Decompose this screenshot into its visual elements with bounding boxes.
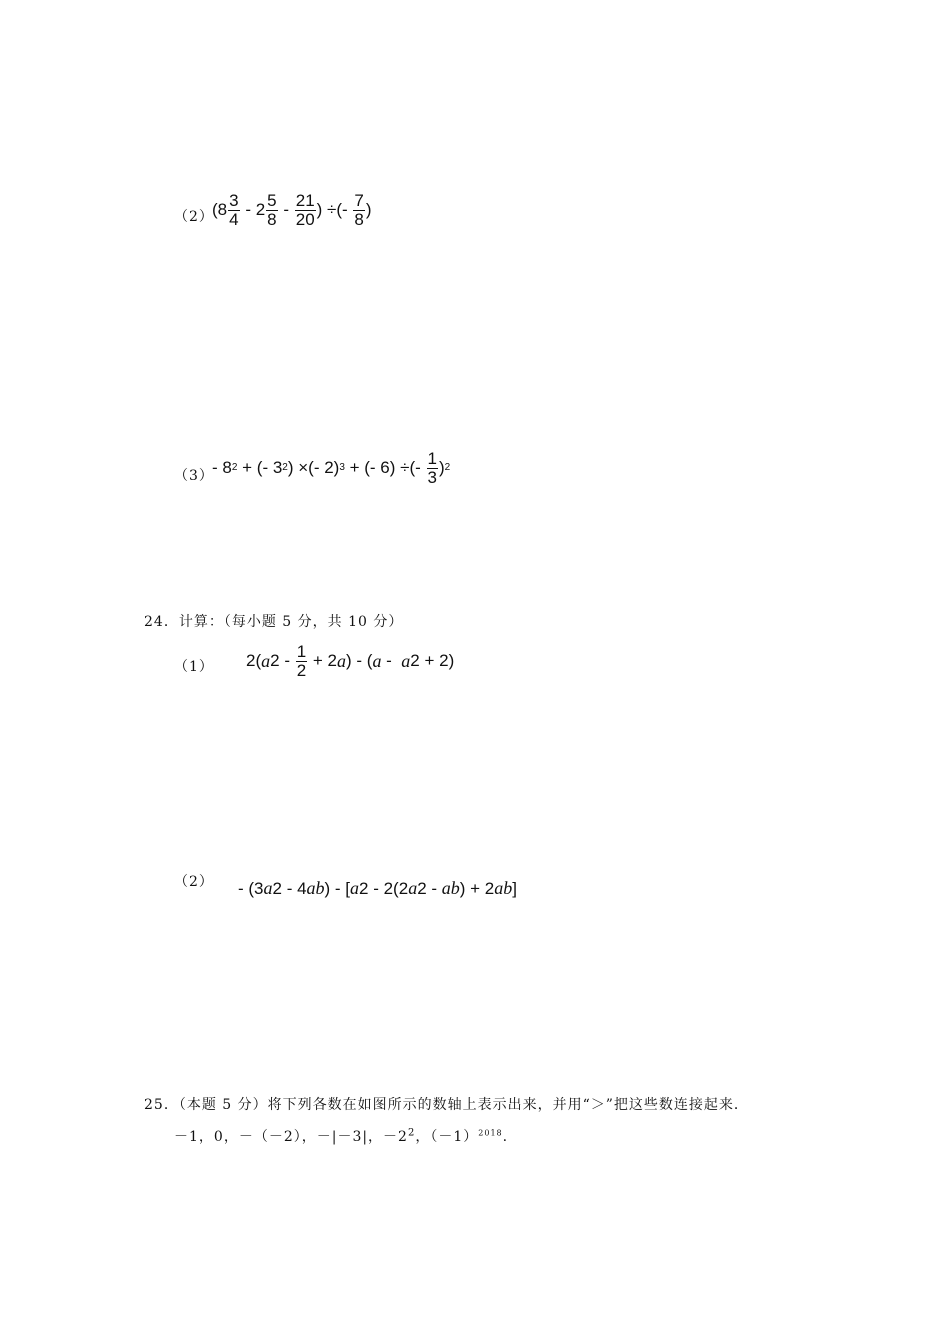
fraction	[353, 192, 364, 229]
number-list-text: .	[502, 1129, 509, 1145]
expr-part: - (3	[238, 878, 264, 898]
fraction	[295, 192, 316, 229]
fraction	[296, 643, 307, 680]
denominator: 3	[427, 467, 437, 487]
problem-24-heading: 24．计算：（每小题 5 分，共 10 分）	[144, 614, 404, 630]
expr-part: (8	[212, 200, 228, 220]
expr-part: -	[426, 878, 442, 898]
variable: ab	[306, 878, 325, 898]
denominator: 8	[354, 209, 364, 229]
expr-part: + 2	[308, 651, 338, 671]
expr-part: ) - (	[346, 651, 373, 671]
expr-part: -	[279, 651, 295, 671]
exponent: 2018	[478, 1128, 503, 1138]
problem-23-2-expression	[212, 192, 372, 229]
expr-part: ) ×(- 2)	[287, 458, 340, 478]
variable: a	[337, 650, 347, 671]
expr-part: )	[365, 200, 372, 220]
problem-24-1-label: （1）	[174, 659, 214, 675]
expr-part: + (- 6) ÷(-	[344, 458, 426, 478]
expr-part: ) + 2	[459, 878, 495, 898]
denominator: 2	[296, 660, 307, 680]
problem-24-2-expression: - (3 a 2 - 4 ab ) - [ a 2 - 2(2 a 2 - ab ) + 2 ab ]	[238, 878, 517, 898]
expr-part: 2(	[246, 651, 262, 671]
variable: a	[350, 878, 360, 898]
variable: a	[261, 650, 271, 671]
variable: ab	[494, 878, 513, 898]
numerator: 21	[295, 191, 315, 210]
numerator: 1	[296, 642, 307, 661]
problem-23-3-expression: - 8 2 + (- 3 2 ) ×(- 2) 3 + (- 6) ÷(- $\frac{1}{3}$ ) 2	[212, 449, 451, 487]
variable: a	[372, 650, 382, 671]
numerator: 3	[229, 191, 239, 210]
variable: a	[263, 878, 273, 898]
problem-23-2-label: （2）	[174, 209, 214, 225]
problem-24-2-label: （2）	[174, 874, 214, 890]
variable: a	[401, 650, 411, 671]
variable: a	[408, 878, 418, 898]
number-list-text: ，（－1）	[415, 1129, 479, 1145]
numerator: 5	[267, 191, 277, 210]
expr-part: ) - [	[324, 878, 351, 898]
fraction	[228, 192, 239, 229]
expr-part: - 2	[240, 200, 266, 220]
expr-part: -	[278, 200, 294, 220]
problem-23-3-label: （3）	[174, 468, 214, 484]
variable: ab	[441, 878, 460, 898]
numerator: 7	[354, 191, 364, 210]
fraction	[266, 192, 277, 229]
numerator: 1	[427, 449, 437, 468]
number-list-text: －1，0，－（－2），－|－3|，－2	[174, 1129, 408, 1145]
denominator: 20	[295, 209, 315, 229]
problem-25-number-list	[174, 1126, 508, 1146]
problem-25-heading: 25．（本题 5 分）将下列各数在如图所示的数轴上表示出来，并用“＞”把这些数连接起来．	[144, 1097, 749, 1113]
expr-part: - 4	[281, 878, 307, 898]
expr-part: )	[439, 458, 445, 478]
exponent: 2	[407, 1127, 416, 1139]
denominator: 4	[229, 209, 239, 229]
expr-part: - 8	[212, 458, 232, 478]
expr-part: -	[381, 651, 402, 671]
expr-part: ) ÷(-	[316, 200, 353, 220]
expr-part: ]	[512, 878, 517, 898]
problem-24-1-expression: 2( a 2 - $\frac{1}{2}$ + 2 a ) - ( a - a 2 + 2)	[246, 642, 455, 680]
expr-part: + 2)	[419, 651, 455, 671]
expr-part: - 2(2	[368, 878, 409, 898]
fraction	[427, 450, 438, 487]
denominator: 8	[267, 209, 277, 229]
expr-part: + (- 3	[237, 458, 283, 478]
